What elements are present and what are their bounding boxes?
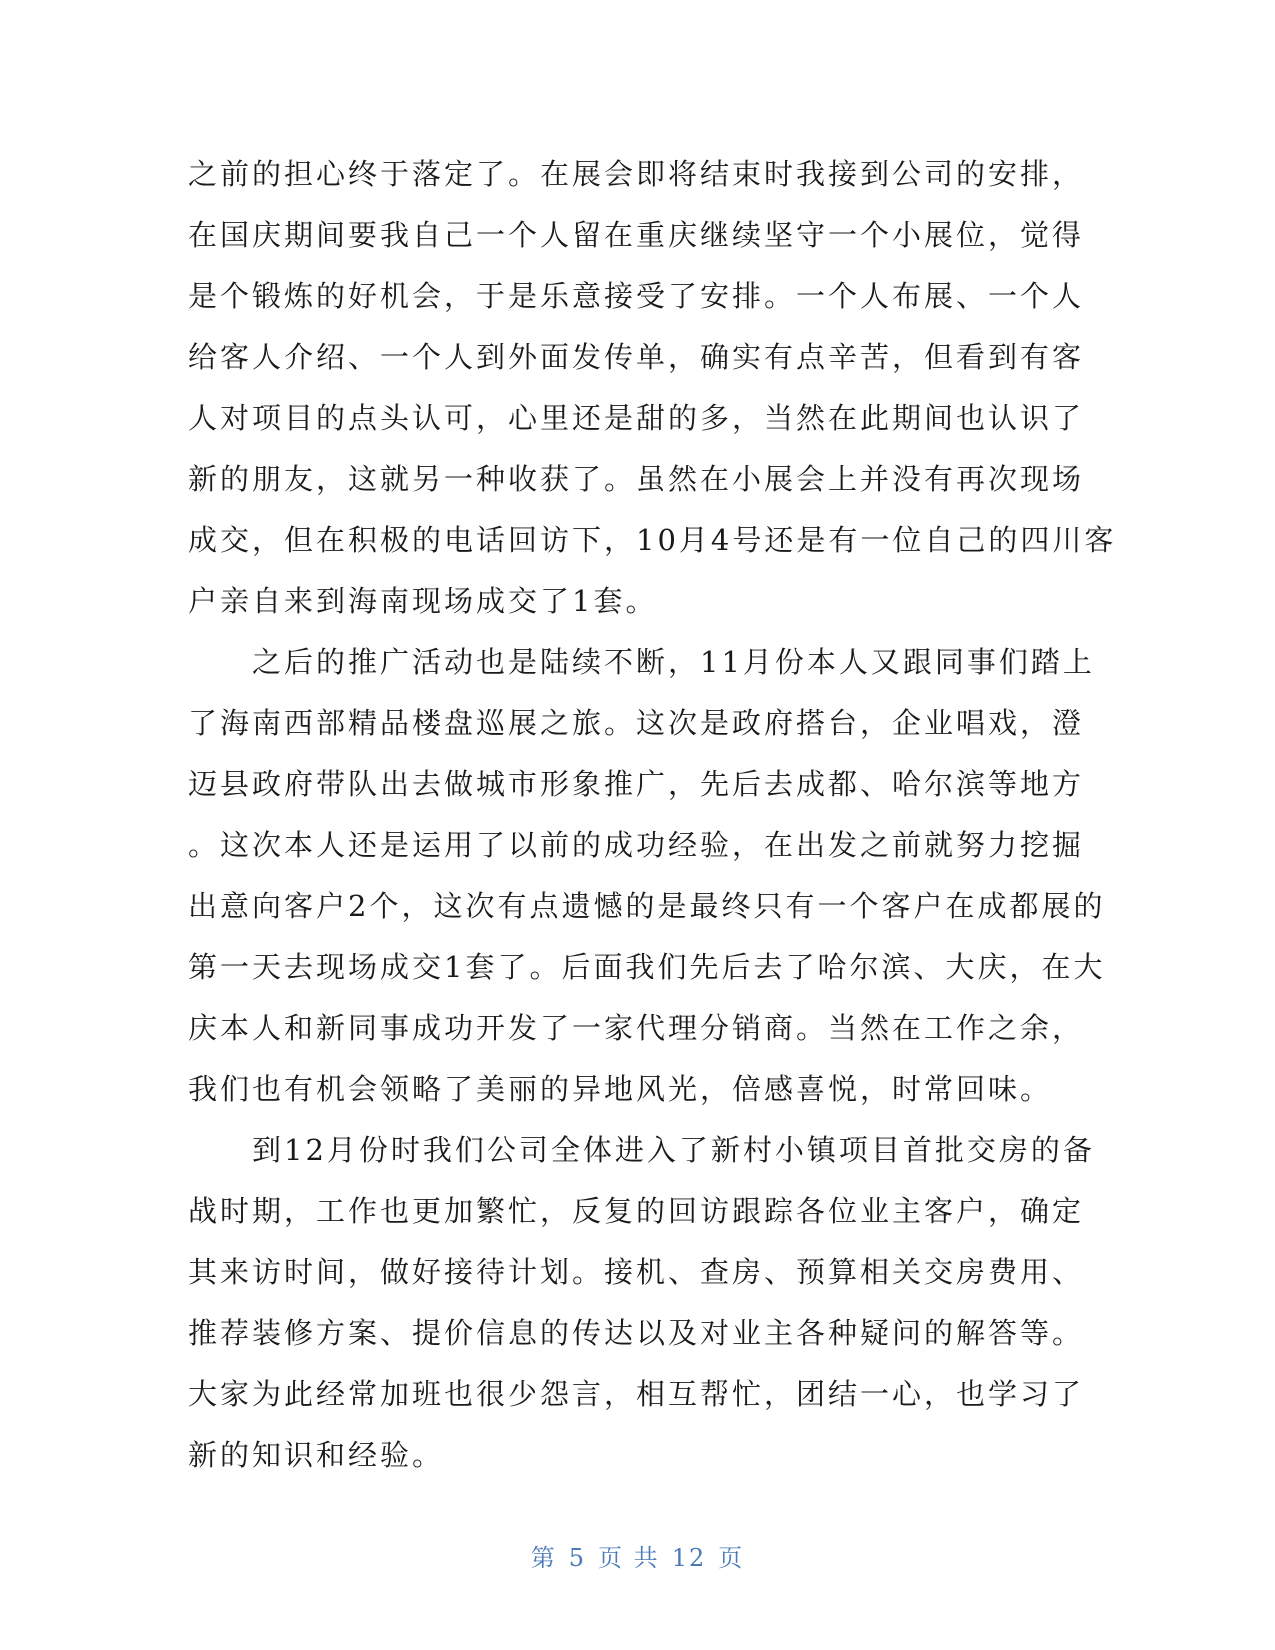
text-line: 新的知识和经验。: [188, 1438, 445, 1472]
text-line: 给客人介绍、一个人到外面发传单，确实有点辛苦，但看到有客: [188, 340, 1085, 374]
text-line: 成交，但在积极的电话回访下，10月4号还是有一位自己的四川客: [188, 523, 1117, 557]
paragraph-1: [188, 144, 1117, 632]
text-line: 在国庆期间要我自己一个人留在重庆继续坚守一个小展位，觉得: [188, 218, 1085, 252]
page-label-suffix: 页: [718, 1544, 745, 1572]
text-line: 。这次本人还是运用了以前的成功经验，在出发之前就努力挖掘: [188, 828, 1085, 862]
text-line: 战时期，工作也更加繁忙，反复的回访跟踪各位业主客户，确定: [188, 1194, 1085, 1228]
page-label-mid: 页 共: [598, 1544, 660, 1572]
text-line: 我们也有机会领略了美丽的异地风光，倍感喜悦，时常回味。: [188, 1072, 1053, 1106]
document-body: [188, 144, 1117, 1486]
page-footer: [0, 1538, 1275, 1573]
text-line: 之后的推广活动也是陆续不断，11月份本人又跟同事们踏上: [188, 645, 1095, 679]
text-line: 了海南西部精品楼盘巡展之旅。这次是政府搭台，企业唱戏，澄: [188, 706, 1085, 740]
text-line: 庆本人和新同事成功开发了一家代理分销商。当然在工作之余，: [188, 1011, 1085, 1045]
text-line: 到12月份时我们公司全体进入了新村小镇项目首批交房的备: [188, 1133, 1095, 1167]
text-line: 人对项目的点头认可，心里还是甜的多，当然在此期间也认识了: [188, 401, 1085, 435]
page-label-prefix: 第: [530, 1544, 557, 1572]
text-line: 迈县政府带队出去做城市形象推广，先后去成都、哈尔滨等地方: [188, 767, 1085, 801]
text-line: 之前的担心终于落定了。在展会即将结束时我接到公司的安排，: [188, 157, 1085, 191]
text-line: 出意向客户2个，这次有点遗憾的是最终只有一个客户在成都展的: [188, 889, 1106, 923]
text-line: 是个锻炼的好机会，于是乐意接受了安排。一个人布展、一个人: [188, 279, 1085, 313]
total-pages-number: 12: [671, 1544, 707, 1572]
text-line: 新的朋友，这就另一种收获了。虽然在小展会上并没有再次现场: [188, 462, 1085, 496]
current-page-number: 5: [568, 1544, 587, 1572]
text-line: 户亲自来到海南现场成交了1套。: [188, 584, 658, 618]
text-line: 第一天去现场成交1套了。后面我们先后去了哈尔滨、大庆，在大: [188, 950, 1106, 984]
text-line: 推荐装修方案、提价信息的传达以及对业主各种疑问的解答等。: [188, 1316, 1085, 1350]
text-line: 大家为此经常加班也很少怨言，相互帮忙，团结一心，也学习了: [188, 1377, 1085, 1411]
paragraph-2: [188, 632, 1106, 1120]
text-line: 其来访时间，做好接待计划。接机、查房、预算相关交房费用、: [188, 1255, 1085, 1289]
paragraph-3: [188, 1120, 1095, 1486]
